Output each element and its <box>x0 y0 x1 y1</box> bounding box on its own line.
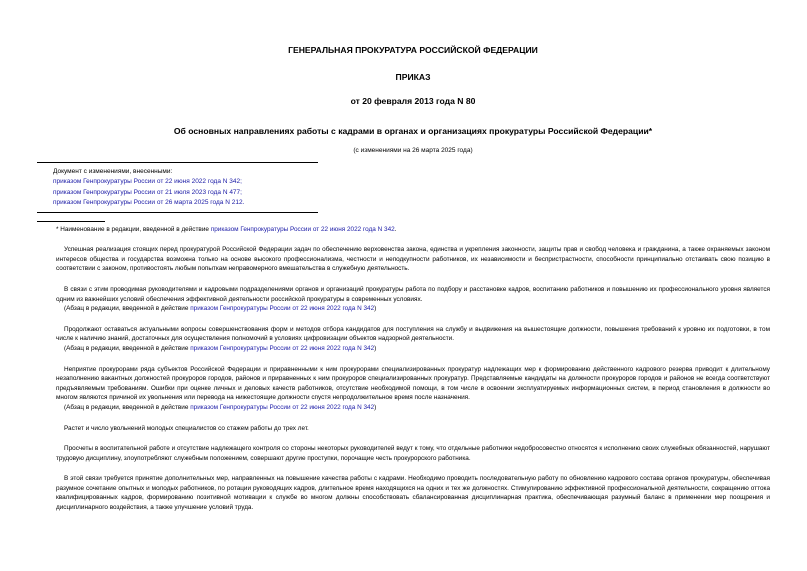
document-type-heading: ПРИКАЗ <box>395 72 431 82</box>
document-title: Об основных направлениях работы с кадрами в органах и организациях прокуратуры Российской Федерации* <box>173 126 653 136</box>
paragraph-7: В этой связи требуется принятие дополнительных мер, направленных на повышение качества работы с кадрами. Необходимо проводить последовательную работу по обновлению кадрового состава органов прокуратуры, обеспечивая разумное сочетание опытных и молодых работников, по ротации руководящих кадров, длительное время находящихся на одних и тех же должностях. Стимулированию эффективной профессиональной деятельности, сокращению оттока квалифицированных кадров, формированию позитивной мотивации к службе во многом должны способствовать сбалансированная дисциплинарная практика, обеспечивающая разумный баланс в применении мер поощрения и дисциплинарного воздействия, а также улучшение условий труда. <box>56 475 770 512</box>
amendment-link-3[interactable]: приказом Генпрокуратуры России от 26 марта 2025 года N 212. <box>53 198 245 206</box>
amendment-note: (Абзац в редакции, введенной в действие приказом Генпрокуратуры России от 22 июня 2022 года N 342) <box>64 403 377 411</box>
paragraph-2: В связи с этим проводимая руководителями и кадровыми подразделениями органов и организаций прокуратуры работа по подбору и расстановке кадров, воспитанию работников и повышению их профессионального уровня является одним из важнейших условий обеспечения эффективной деятельности российской прокуратуры в современных условиях. <box>56 285 770 303</box>
amendments-heading: Документ с изменениями, внесенными: <box>53 168 173 175</box>
footnote <box>56 225 770 234</box>
paragraph-6: Просчеты в воспитательной работе и отсутствие надлежащего контроля со стороны некоторых руководителей ведут к тому, что отдельные работники недобросовестно относятся к исполнению своих служебных обязанностей, нарушают трудовую дисциплину, злоупотребляют служебным положением, совершают другие проступки, порочащие честь прокурорского работника. <box>56 445 770 462</box>
amendment-link-2[interactable]: приказом Генпрокуратуры России от 21 июля 2023 года N 477; <box>53 188 242 196</box>
amendment-note-link[interactable]: приказом Генпрокуратуры России от 22 июня 2022 года N 342 <box>190 403 375 411</box>
footnote-prefix: * Наименование в редакции, введенной в действие <box>56 226 211 234</box>
revision-subtitle: (с изменениями на 26 марта 2025 года) <box>353 147 473 154</box>
footnote-suffix: . <box>394 226 397 234</box>
paragraph-4: Неприятие прокурорами ряда субъектов Российской Федерации и приравненными к ним прокурорами специализированных прокуратур надлежащих мер к формированию действенного кадрового резерва приводит к длительному незаполнению вакантных должностей прокуроров городов, районов и приравненных к ним прокуроров специализированных прокуратур. Представляемые кандидаты на должности прокуроров городов и районов не всегда соответствуют предъявляемым требованиям. Ошибки при оценке личных и деловых качеств работников, отсутствие необходимой помощи, в том числе в освоении эксплуатируемых информационных систем, в период становления в должности во многом являются причиной их увольнения или перевода на нижестоящие должности спустя непродолжительное время после назначения. <box>56 365 770 402</box>
amendment-link-1[interactable]: приказом Генпрокуратуры России от 22 июня 2022 года N 342; <box>53 178 242 186</box>
footnote-divider <box>37 221 105 222</box>
amendment-note-link[interactable]: приказом Генпрокуратуры России от 22 июня 2022 года N 342 <box>190 344 375 352</box>
document-date-heading: от 20 февраля 2013 года N 80 <box>350 96 476 106</box>
amendment-note: (Абзац в редакции, введенной в действие приказом Генпрокуратуры России от 22 июня 2022 года N 342) <box>64 305 377 313</box>
amendment-note-link[interactable]: приказом Генпрокуратуры России от 22 июня 2022 года N 342 <box>190 305 375 313</box>
amendment-note: (Абзац в редакции, введенной в действие приказом Генпрокуратуры России от 22 июня 2022 года N 342) <box>64 344 377 352</box>
paragraph-3: Продолжают оставаться актуальными вопросы совершенствования форм и методов отбора кандидатов для поступления на службу и выдвижения на вышестоящие должности, повышения требований к уровню их подготовки, в том числе к наличию знаний, достаточных для осуществления полномочий в условиях цифровизации объектов надзорной деятельности. <box>56 325 770 343</box>
paragraph-5: Растет и число увольнений молодых специалистов со стажем работы до трех лет. <box>64 424 309 432</box>
footnote-link[interactable]: приказом Генпрокуратуры России от 22 июня 2022 года N 342 <box>210 226 395 234</box>
paragraph-1: Успешная реализация стоящих перед прокуратурой Российской Федерации задач по обеспечению верховенства закона, единства и укрепления законности, защиты прав и свобод человека и гражданина, а также охраняемых законом интересов общества и государства возможна только на основе высокого профессионализма, честности и неподкупности работников, их независимости и беспристрастности, способности принципиально отстаивать свою позицию в соответствии с законом, противостоять любым попыткам неправомерного вмешательства в служебную деятельность. <box>56 246 770 273</box>
organization-heading: ГЕНЕРАЛЬНАЯ ПРОКУРАТУРА РОССИЙСКОЙ ФЕДЕРАЦИИ <box>288 45 538 55</box>
amendments-box <box>37 162 318 213</box>
